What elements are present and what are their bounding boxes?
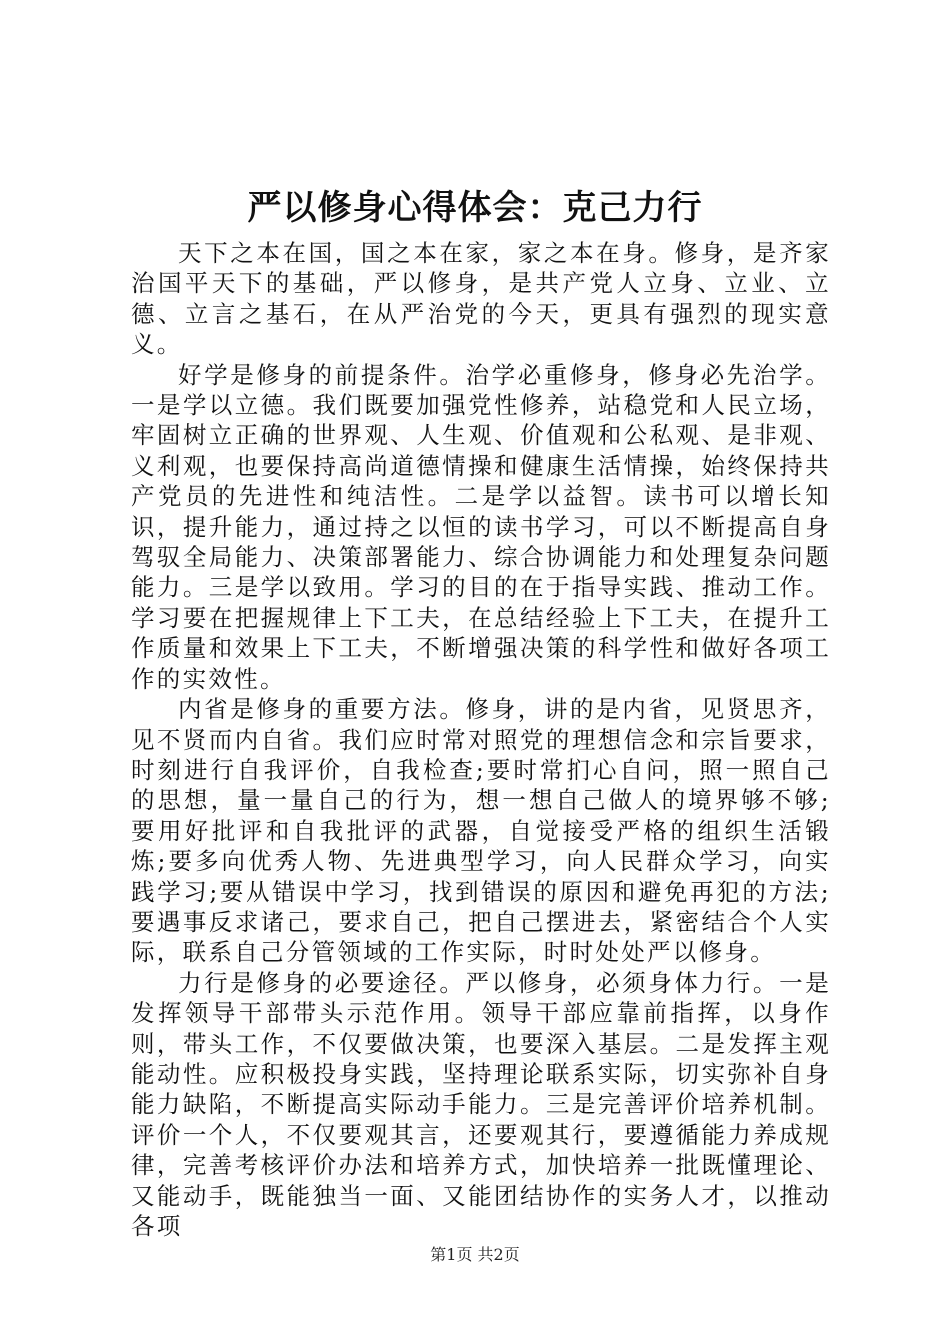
paragraph-practice: 力行是修身的必要途径。严以修身，必须身体力行。一是发挥领导干部带头示范作用。领导干部应靠前指挥，以身作则，带头工作，不仅要做决策，也要深入基层。二是发挥主观能动性。应积极投身实践，坚持理论联系实际，切实弥补自身能力缺陷，不断提高实际动手能力。三是完善评价培养机制。评价一个人，不仅要观其言，还要观其行，要遵循能力养成规律，完善考核评价办法和培养方式，加快培养一批既懂理论、又能动手，既能独当一面、又能团结协作的实务人才，以推动各项 [131,968,831,1240]
paragraph-intro: 天下之本在国，国之本在家，家之本在身。修身，是齐家治国平天下的基础，严以修身，是共产党人立身、立业、立德、立言之基石，在从严治党的今天，更具有强烈的现实意义。 [131,239,831,359]
document-body [131,238,831,1241]
page-title: 严以修身心得体会：克己力行 [247,188,703,228]
paragraph-study: 好学是修身的前提条件。治学必重修身，修身必先治学。一是学以立德。我们既要加强党性修养，站稳党和人民立场，牢固树立正确的世界观、人生观、价值观和公私观、是非观、义利观，也要保持高尚道德情操和健康生活情操，始终保持共产党员的先进性和纯洁性。二是学以益智。读书可以增长知识，提升能力，通过持之以恒的读书学习，可以不断提高自身驾驭全局能力、决策部署能力、综合协调能力和处理复杂问题能力。三是学以致用。学习的目的在于指导实践、推动工作。学习要在把握规律上下工夫，在总结经验上下工夫，在提升工作质量和效果上下工夫，不断增强决策的科学性和做好各项工作的实效性。 [131,360,831,693]
paragraph-introspection: 内省是修身的重要方法。修身，讲的是内省，见贤思齐，见不贤而内自省。我们应时常对照党的理想信念和宗旨要求，时刻进行自我评价，自我检查;要时常扪心自问，照一照自己的思想，量一量自己的行为，想一想自己做人的境界够不够;要用好批评和自我批评的武器，自觉接受严格的组织生活锻炼;要多向优秀人物、先进典型学习，向人民群众学习，向实践学习;要从错误中学习，找到错误的原因和避免再犯的方法;要遇事反求诸己，要求自己，把自己摆进去，紧密结合个人实际，联系自己分管领域的工作实际，时时处处严以修身。 [131,695,831,967]
page-footer: 第1页 共2页 [430,1245,520,1264]
